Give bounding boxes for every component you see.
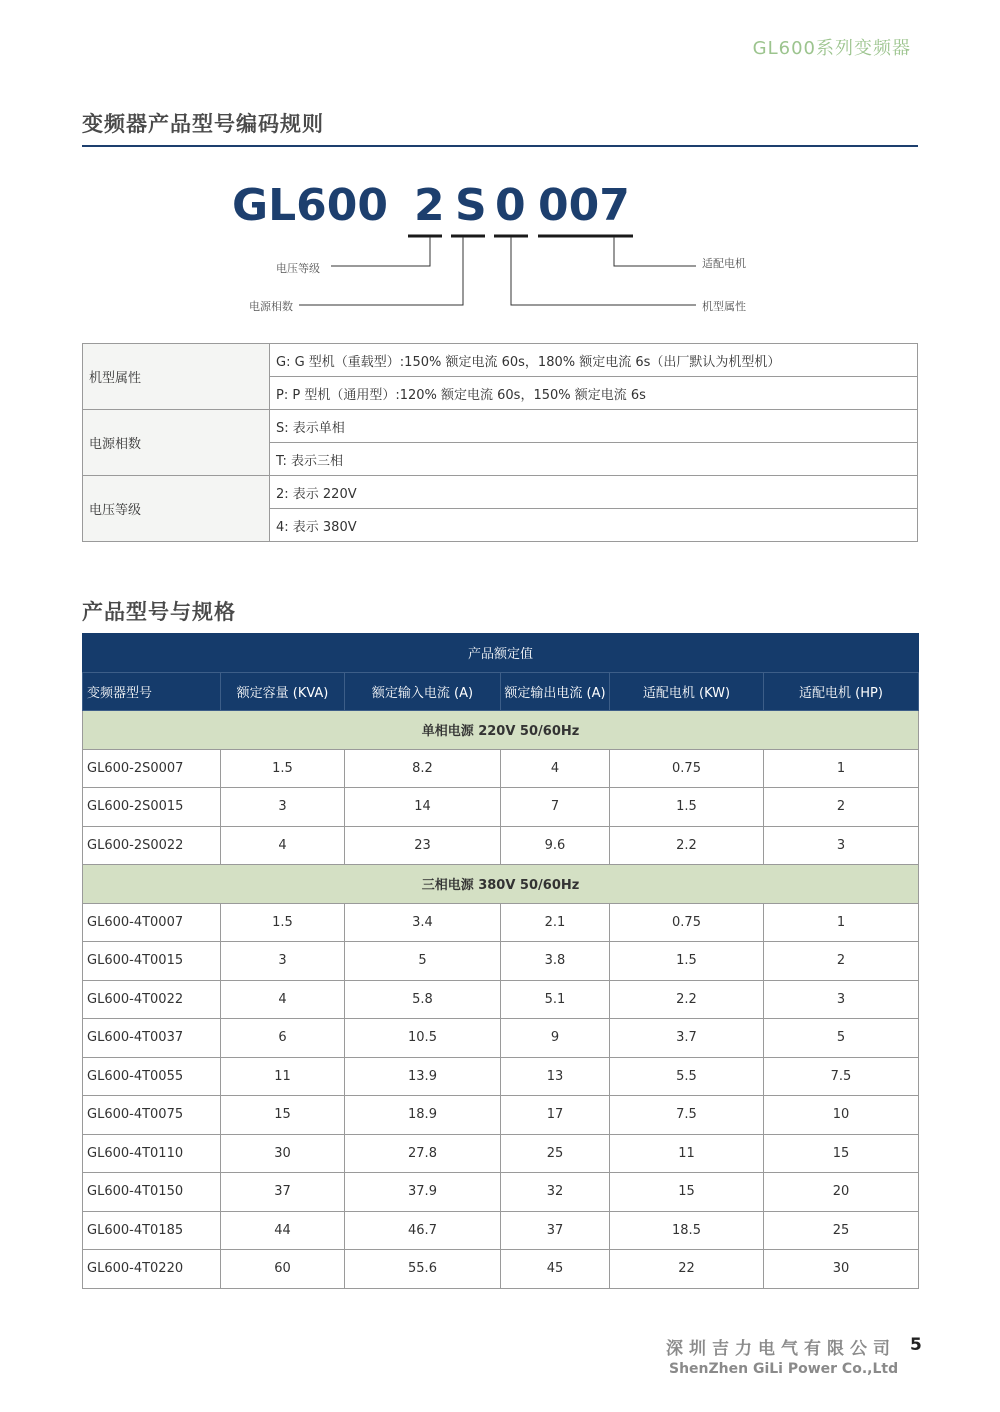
model-cell: GL600-4T0150 xyxy=(83,1173,221,1212)
table-row xyxy=(83,903,919,942)
value-cell: 1.5 xyxy=(221,903,345,942)
table-row xyxy=(83,410,918,443)
code-phase: S xyxy=(455,180,487,231)
value-cell: 37.9 xyxy=(345,1173,501,1212)
value-cell: 32 xyxy=(501,1173,610,1212)
group-row xyxy=(83,865,919,904)
model-cell: GL600-2S0007 xyxy=(83,749,221,788)
model-cell: GL600-2S0022 xyxy=(83,826,221,865)
value-cell: 13.9 xyxy=(345,1057,501,1096)
value-cell: 18.9 xyxy=(345,1096,501,1135)
value-cell: 7.5 xyxy=(610,1096,764,1135)
value-cell: 45 xyxy=(501,1250,610,1289)
value-cell: 3 xyxy=(764,826,919,865)
table-row xyxy=(83,344,918,377)
series-header: GL600系列变频器 xyxy=(752,38,911,59)
spec-title: 产品型号与规格 xyxy=(82,600,236,624)
value-cell: 1.5 xyxy=(610,942,764,981)
table-row xyxy=(83,476,918,509)
value-cell: 11 xyxy=(610,1134,764,1173)
label-type: 机型属性 xyxy=(702,300,746,313)
value-cell: 2.1 xyxy=(501,903,610,942)
rule-value: S: 表示单相 xyxy=(270,410,918,443)
value-cell: 8.2 xyxy=(345,749,501,788)
value-cell: 55.6 xyxy=(345,1250,501,1289)
value-cell: 10.5 xyxy=(345,1019,501,1058)
company-name-en: ShenZhen GiLi Power Co.,Ltd xyxy=(669,1361,899,1377)
value-cell: 5.1 xyxy=(501,980,610,1019)
code-type: 0 xyxy=(495,180,526,231)
model-cell: GL600-2S0015 xyxy=(83,788,221,827)
column-header: 变频器型号 xyxy=(83,672,221,711)
table-row xyxy=(83,1173,919,1212)
value-cell: 22 xyxy=(610,1250,764,1289)
label-voltage: 电压等级 xyxy=(276,262,320,275)
value-cell: 2.2 xyxy=(610,826,764,865)
coding-rules-title: 变频器产品型号编码规则 xyxy=(82,112,324,136)
value-cell: 27.8 xyxy=(345,1134,501,1173)
value-cell: 5.5 xyxy=(610,1057,764,1096)
model-cell: GL600-4T0007 xyxy=(83,903,221,942)
model-cell: GL600-4T0055 xyxy=(83,1057,221,1096)
model-cell: GL600-4T0037 xyxy=(83,1019,221,1058)
spec-table xyxy=(82,633,919,1289)
table-row xyxy=(83,1019,919,1058)
model-code-diagram xyxy=(0,180,1000,320)
table-row xyxy=(83,1096,919,1135)
rule-value: T: 表示三相 xyxy=(270,443,918,476)
spec-body xyxy=(83,711,919,1289)
value-cell: 1 xyxy=(764,903,919,942)
rule-value: P: P 型机（通用型）:120% 额定电流 60s，150% 额定电流 6s xyxy=(270,377,918,410)
table-row xyxy=(83,942,919,981)
value-cell: 4 xyxy=(221,826,345,865)
value-cell: 4 xyxy=(221,980,345,1019)
column-header: 额定容量 (KVA) xyxy=(221,672,345,711)
model-cell: GL600-4T0022 xyxy=(83,980,221,1019)
value-cell: 7.5 xyxy=(764,1057,919,1096)
value-cell: 15 xyxy=(610,1173,764,1212)
value-cell: 9.6 xyxy=(501,826,610,865)
value-cell: 25 xyxy=(764,1211,919,1250)
label-phase: 电源相数 xyxy=(249,300,293,313)
code-connector-lines xyxy=(0,180,1000,320)
group-label: 三相电源 380V 50/60Hz xyxy=(83,865,919,904)
rule-key: 机型属性 xyxy=(83,344,270,410)
value-cell: 4 xyxy=(501,749,610,788)
group-label: 单相电源 220V 50/60Hz xyxy=(83,711,919,750)
value-cell: 23 xyxy=(345,826,501,865)
value-cell: 7 xyxy=(501,788,610,827)
value-cell: 0.75 xyxy=(610,903,764,942)
value-cell: 1.5 xyxy=(221,749,345,788)
rule-value: 4: 表示 380V xyxy=(270,509,918,542)
value-cell: 37 xyxy=(501,1211,610,1250)
value-cell: 46.7 xyxy=(345,1211,501,1250)
value-cell: 5 xyxy=(345,942,501,981)
value-cell: 5.8 xyxy=(345,980,501,1019)
table-row xyxy=(83,1250,919,1289)
value-cell: 30 xyxy=(221,1134,345,1173)
value-cell: 14 xyxy=(345,788,501,827)
model-cell: GL600-4T0110 xyxy=(83,1134,221,1173)
spec-columns-row xyxy=(83,672,919,711)
column-header: 额定输入电流 (A) xyxy=(345,672,501,711)
column-header: 额定输出电流 (A) xyxy=(501,672,610,711)
rule-value: G: G 型机（重载型）:150% 额定电流 60s，180% 额定电流 6s（出厂默认为机型机） xyxy=(270,344,918,377)
value-cell: 3.7 xyxy=(610,1019,764,1058)
value-cell: 3.4 xyxy=(345,903,501,942)
rule-key: 电压等级 xyxy=(83,476,270,542)
spec-header: 产品额定值 xyxy=(83,634,919,673)
value-cell: 37 xyxy=(221,1173,345,1212)
value-cell: 13 xyxy=(501,1057,610,1096)
table-row xyxy=(83,788,919,827)
table-row xyxy=(83,980,919,1019)
value-cell: 2.2 xyxy=(610,980,764,1019)
coding-rules-table xyxy=(82,343,918,542)
value-cell: 9 xyxy=(501,1019,610,1058)
value-cell: 15 xyxy=(221,1096,345,1135)
rule-key: 电源相数 xyxy=(83,410,270,476)
value-cell: 3 xyxy=(221,942,345,981)
value-cell: 5 xyxy=(764,1019,919,1058)
value-cell: 25 xyxy=(501,1134,610,1173)
value-cell: 3 xyxy=(764,980,919,1019)
code-voltage: 2 xyxy=(414,180,445,231)
value-cell: 18.5 xyxy=(610,1211,764,1250)
model-cell: GL600-4T0075 xyxy=(83,1096,221,1135)
model-cell: GL600-4T0015 xyxy=(83,942,221,981)
value-cell: 1 xyxy=(764,749,919,788)
column-header: 适配电机 (KW) xyxy=(610,672,764,711)
value-cell: 20 xyxy=(764,1173,919,1212)
code-series: GL600 xyxy=(232,180,388,231)
value-cell: 0.75 xyxy=(610,749,764,788)
company-name-cn: 深圳吉力电气有限公司 xyxy=(666,1339,896,1359)
value-cell: 30 xyxy=(764,1250,919,1289)
column-header: 适配电机 (HP) xyxy=(764,672,919,711)
table-row xyxy=(83,826,919,865)
value-cell: 3 xyxy=(221,788,345,827)
value-cell: 44 xyxy=(221,1211,345,1250)
page-number: 5 xyxy=(910,1335,922,1355)
spec-header-row xyxy=(83,634,919,673)
table-row xyxy=(83,1211,919,1250)
value-cell: 15 xyxy=(764,1134,919,1173)
value-cell: 1.5 xyxy=(610,788,764,827)
value-cell: 11 xyxy=(221,1057,345,1096)
model-cell: GL600-4T0220 xyxy=(83,1250,221,1289)
rule-value: 2: 表示 220V xyxy=(270,476,918,509)
value-cell: 2 xyxy=(764,788,919,827)
title-divider xyxy=(82,145,918,147)
value-cell: 2 xyxy=(764,942,919,981)
value-cell: 17 xyxy=(501,1096,610,1135)
table-row xyxy=(83,749,919,788)
table-row xyxy=(83,1134,919,1173)
group-row xyxy=(83,711,919,750)
code-motor: 007 xyxy=(538,180,630,231)
value-cell: 3.8 xyxy=(501,942,610,981)
label-motor: 适配电机 xyxy=(702,257,746,270)
value-cell: 10 xyxy=(764,1096,919,1135)
table-row xyxy=(83,1057,919,1096)
value-cell: 60 xyxy=(221,1250,345,1289)
value-cell: 6 xyxy=(221,1019,345,1058)
model-cell: GL600-4T0185 xyxy=(83,1211,221,1250)
